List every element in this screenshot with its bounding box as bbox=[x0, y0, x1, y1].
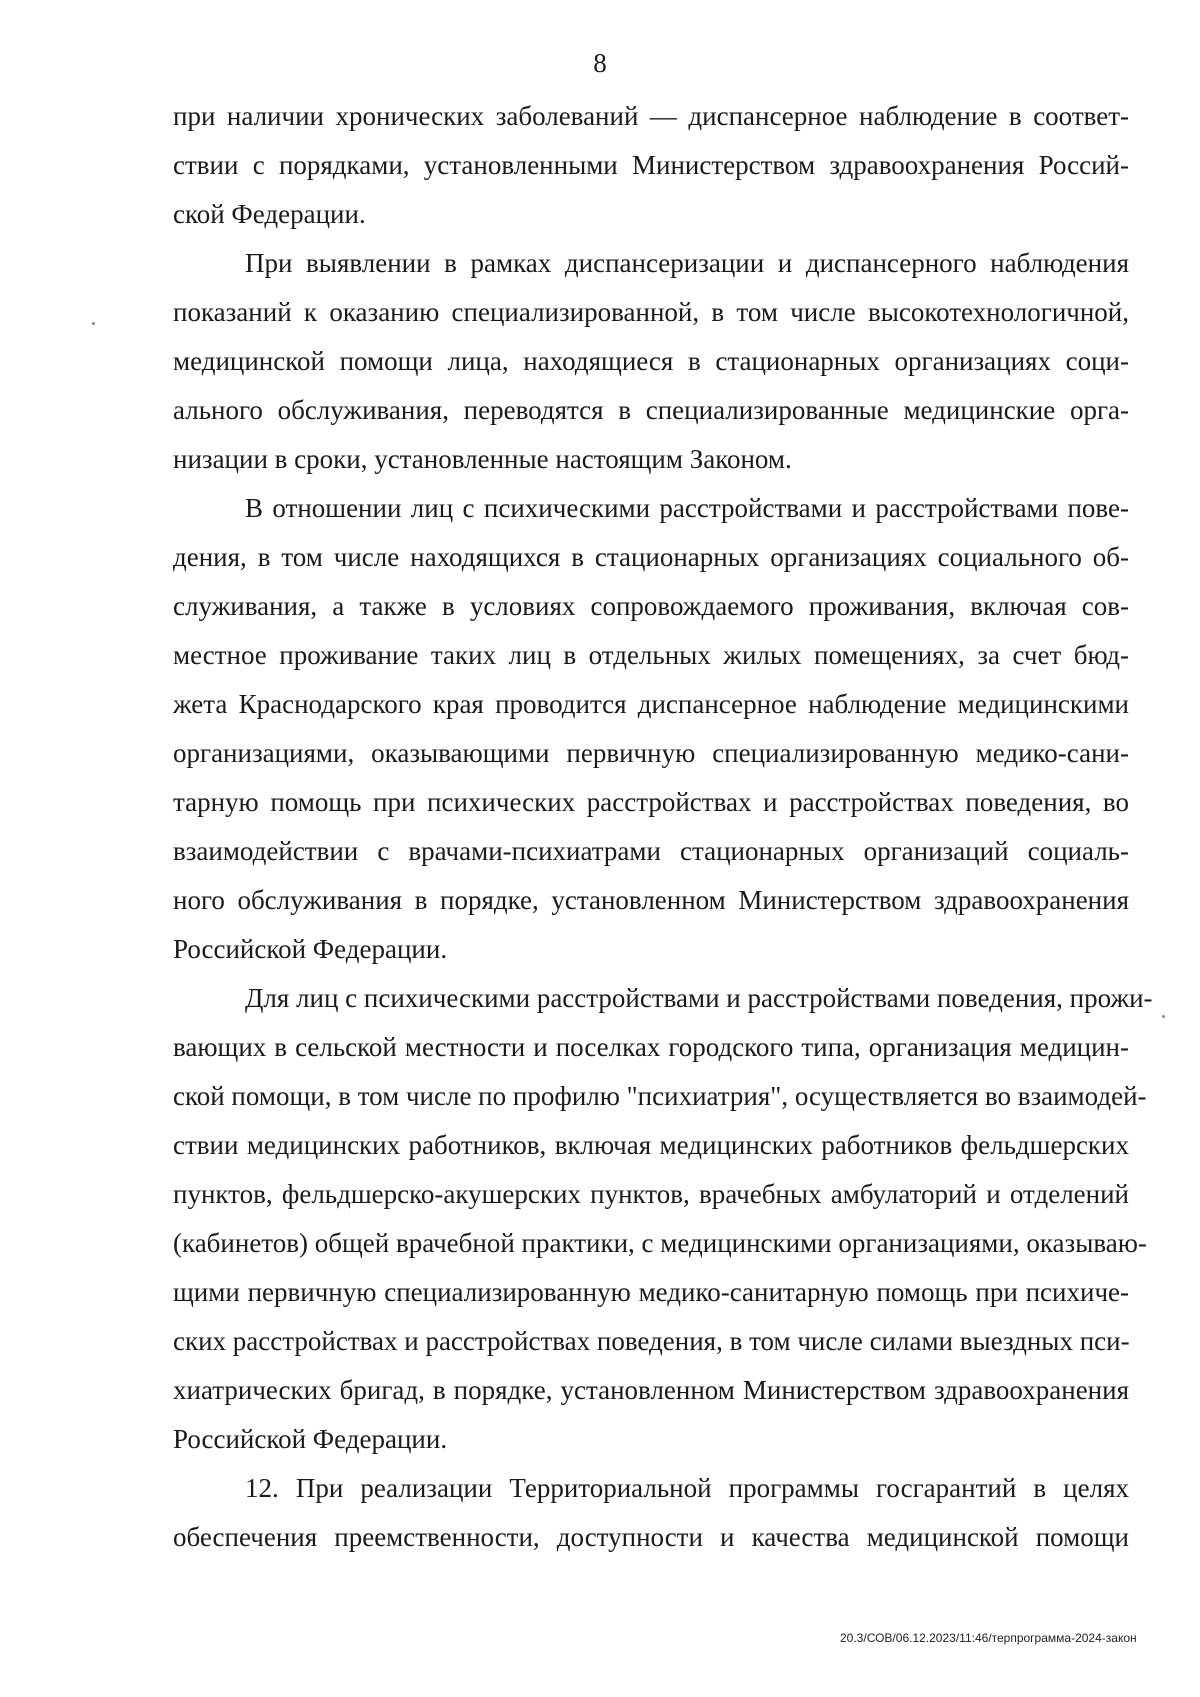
page-number: 8 bbox=[593, 48, 607, 78]
text-line: местное проживание таких лиц в отдельных жилых помещениях, за счет бюд- bbox=[173, 640, 1129, 670]
text-line: хиатрических бригад, в порядке, установленном Министерством здравоохранения bbox=[173, 1375, 1129, 1405]
text-line: ного обслуживания в порядке, установленном Министерством здравоохранения bbox=[173, 885, 1129, 915]
text-line: низации в сроки, установленные настоящим Законом. bbox=[173, 444, 792, 474]
text-line: Российской Федерации. bbox=[173, 1424, 448, 1454]
paragraph bbox=[173, 484, 1129, 974]
text-line: ских расстройствах и расстройствах поведения, в том числе силами выездных пси- bbox=[173, 1326, 1130, 1356]
scan-speck bbox=[1162, 1015, 1165, 1018]
paragraph bbox=[173, 974, 1153, 1464]
text-line: Для лиц с психическими расстройствами и расстройствами поведения, прожи- bbox=[245, 983, 1153, 1013]
text-line: тарную помощь при психических расстройствах и расстройствах поведения, во bbox=[173, 787, 1129, 817]
text-line: показаний к оказанию специализированной, в том числе высокотехнологичной, bbox=[173, 297, 1129, 327]
scan-speck bbox=[92, 322, 95, 325]
text-line: медицинской помощи лица, находящиеся в стационарных организациях соци- bbox=[173, 346, 1129, 376]
text-line: при наличии хронических заболеваний — диспансерное наблюдение в соответ- bbox=[173, 101, 1129, 131]
text-line: ствии с порядками, установленными Министерством здравоохранения Россий- bbox=[173, 150, 1129, 180]
text-line: щими первичную специализированную медико-санитарную помощь при психиче- bbox=[173, 1277, 1129, 1307]
text-line: взаимодействии с врачами-психиатрами стационарных организаций социаль- bbox=[173, 836, 1129, 866]
text-line: Российской Федерации. bbox=[173, 934, 448, 964]
text-line: пунктов, фельдшерско-акушерских пунктов, врачебных амбулаторий и отделений bbox=[173, 1179, 1129, 1209]
text-line: При выявлении в рамках диспансеризации и диспансерного наблюдения bbox=[245, 248, 1129, 278]
document-body bbox=[173, 92, 1153, 1562]
paragraph bbox=[173, 239, 1129, 484]
text-line: жета Краснодарского края проводится диспансерное наблюдение медицинскими bbox=[173, 689, 1129, 719]
document-footer: 20.3/СОВ/06.12.2023/11:46/терпрограмма-2024-закон bbox=[840, 1631, 1137, 1645]
text-line: обеспечения преемственности, доступности и качества медицинской помощи bbox=[173, 1522, 1129, 1552]
text-line: дения, в том числе находящихся в стационарных организациях социального об- bbox=[173, 542, 1129, 572]
text-line: служивания, а также в условиях сопровождаемого проживания, включая сов- bbox=[173, 591, 1129, 621]
text-line: ального обслуживания, переводятся в специализированные медицинские орга- bbox=[173, 395, 1129, 425]
text-line: ствии медицинских работников, включая медицинских работников фельдшерских bbox=[173, 1130, 1129, 1160]
paragraph bbox=[173, 1464, 1129, 1562]
text-line: ской помощи, в том числе по профилю "психиатрия", осуществляется во взаимодей- bbox=[173, 1081, 1147, 1111]
paragraph bbox=[173, 92, 1129, 239]
text-line: 12. При реализации Территориальной программы госгарантий в целях bbox=[245, 1473, 1129, 1503]
text-line: вающих в сельской местности и поселках городского типа, организация медицин- bbox=[173, 1032, 1129, 1062]
text-line: организациями, оказывающими первичную специализированную медико-сани- bbox=[173, 738, 1129, 768]
text-line: В отношении лиц с психическими расстройствами и расстройствами пове- bbox=[245, 493, 1129, 523]
text-line: ской Федерации. bbox=[173, 199, 366, 229]
text-line: (кабинетов) общей врачебной практики, с медицинскими организациями, оказываю- bbox=[173, 1228, 1147, 1258]
